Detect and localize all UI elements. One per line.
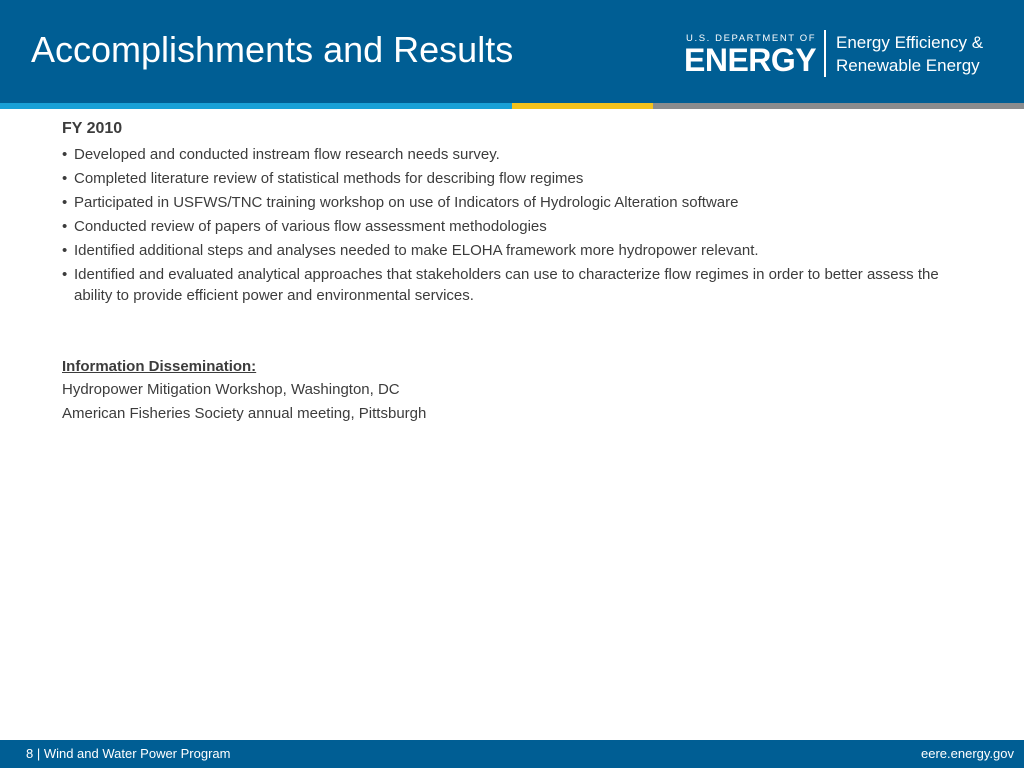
bullet-marker: • [62,242,68,259]
logo-divider [824,30,826,77]
slide-footer [0,740,1024,768]
list-item-text: Participated in USFWS/TNC training workshop on use of Indicators of Hydrologic Alteration software [74,194,739,211]
list-item-text: Identified and evaluated analytical approaches that stakeholders can use to characterize flow regimes in order to better assess the ability to provide efficient power and environmental services. [74,266,939,304]
accent-stripe-blue [0,103,512,109]
list-item [62,192,962,213]
logo-eere-text [836,31,983,77]
footer-website: eere.energy.gov [921,746,1014,761]
bullet-marker: • [62,218,68,235]
logo-eere-line-1: Energy Efficiency & [836,33,984,52]
bullet-marker: • [62,170,68,187]
list-item-text: Developed and conducted instream flow research needs survey. [74,146,500,163]
logo-eere-line-2: Renewable Energy [836,56,980,75]
accent-stripe-yellow [512,103,653,109]
list-item [62,168,962,189]
list-item-text: Conducted review of papers of various flow assessment methodologies [74,218,547,235]
slide-header [0,0,1024,103]
bullet-marker: • [62,194,68,211]
dissemination-title: Information Dissemination: [62,358,257,375]
list-item [62,240,962,261]
accomplishment-list [62,144,962,306]
list-item [62,144,962,165]
bullet-marker: • [62,266,68,283]
bullet-marker: • [62,146,68,163]
slide-body [62,118,962,426]
logo-energy-wordmark: ENERGY [684,42,817,78]
section-title: FY 2010 [62,120,123,137]
slide-title: Accomplishments and Results [31,29,514,70]
dissemination-item: American Fisheries Society annual meeting, Pittsburgh [62,405,427,422]
accent-stripe-gray [653,103,1024,109]
footer-page-program: 8 | Wind and Water Power Program [26,746,231,761]
list-item [62,264,962,306]
list-item [62,216,962,237]
logo-department-text: U.S. DEPARTMENT OF [686,33,817,44]
list-item-text: Identified additional steps and analyses needed to make ELOHA framework more hydropower relevant. [74,242,759,259]
dissemination-item: Hydropower Mitigation Workshop, Washington, DC [62,381,400,398]
list-item-text: Completed literature review of statistical methods for describing flow regimes [74,170,584,187]
